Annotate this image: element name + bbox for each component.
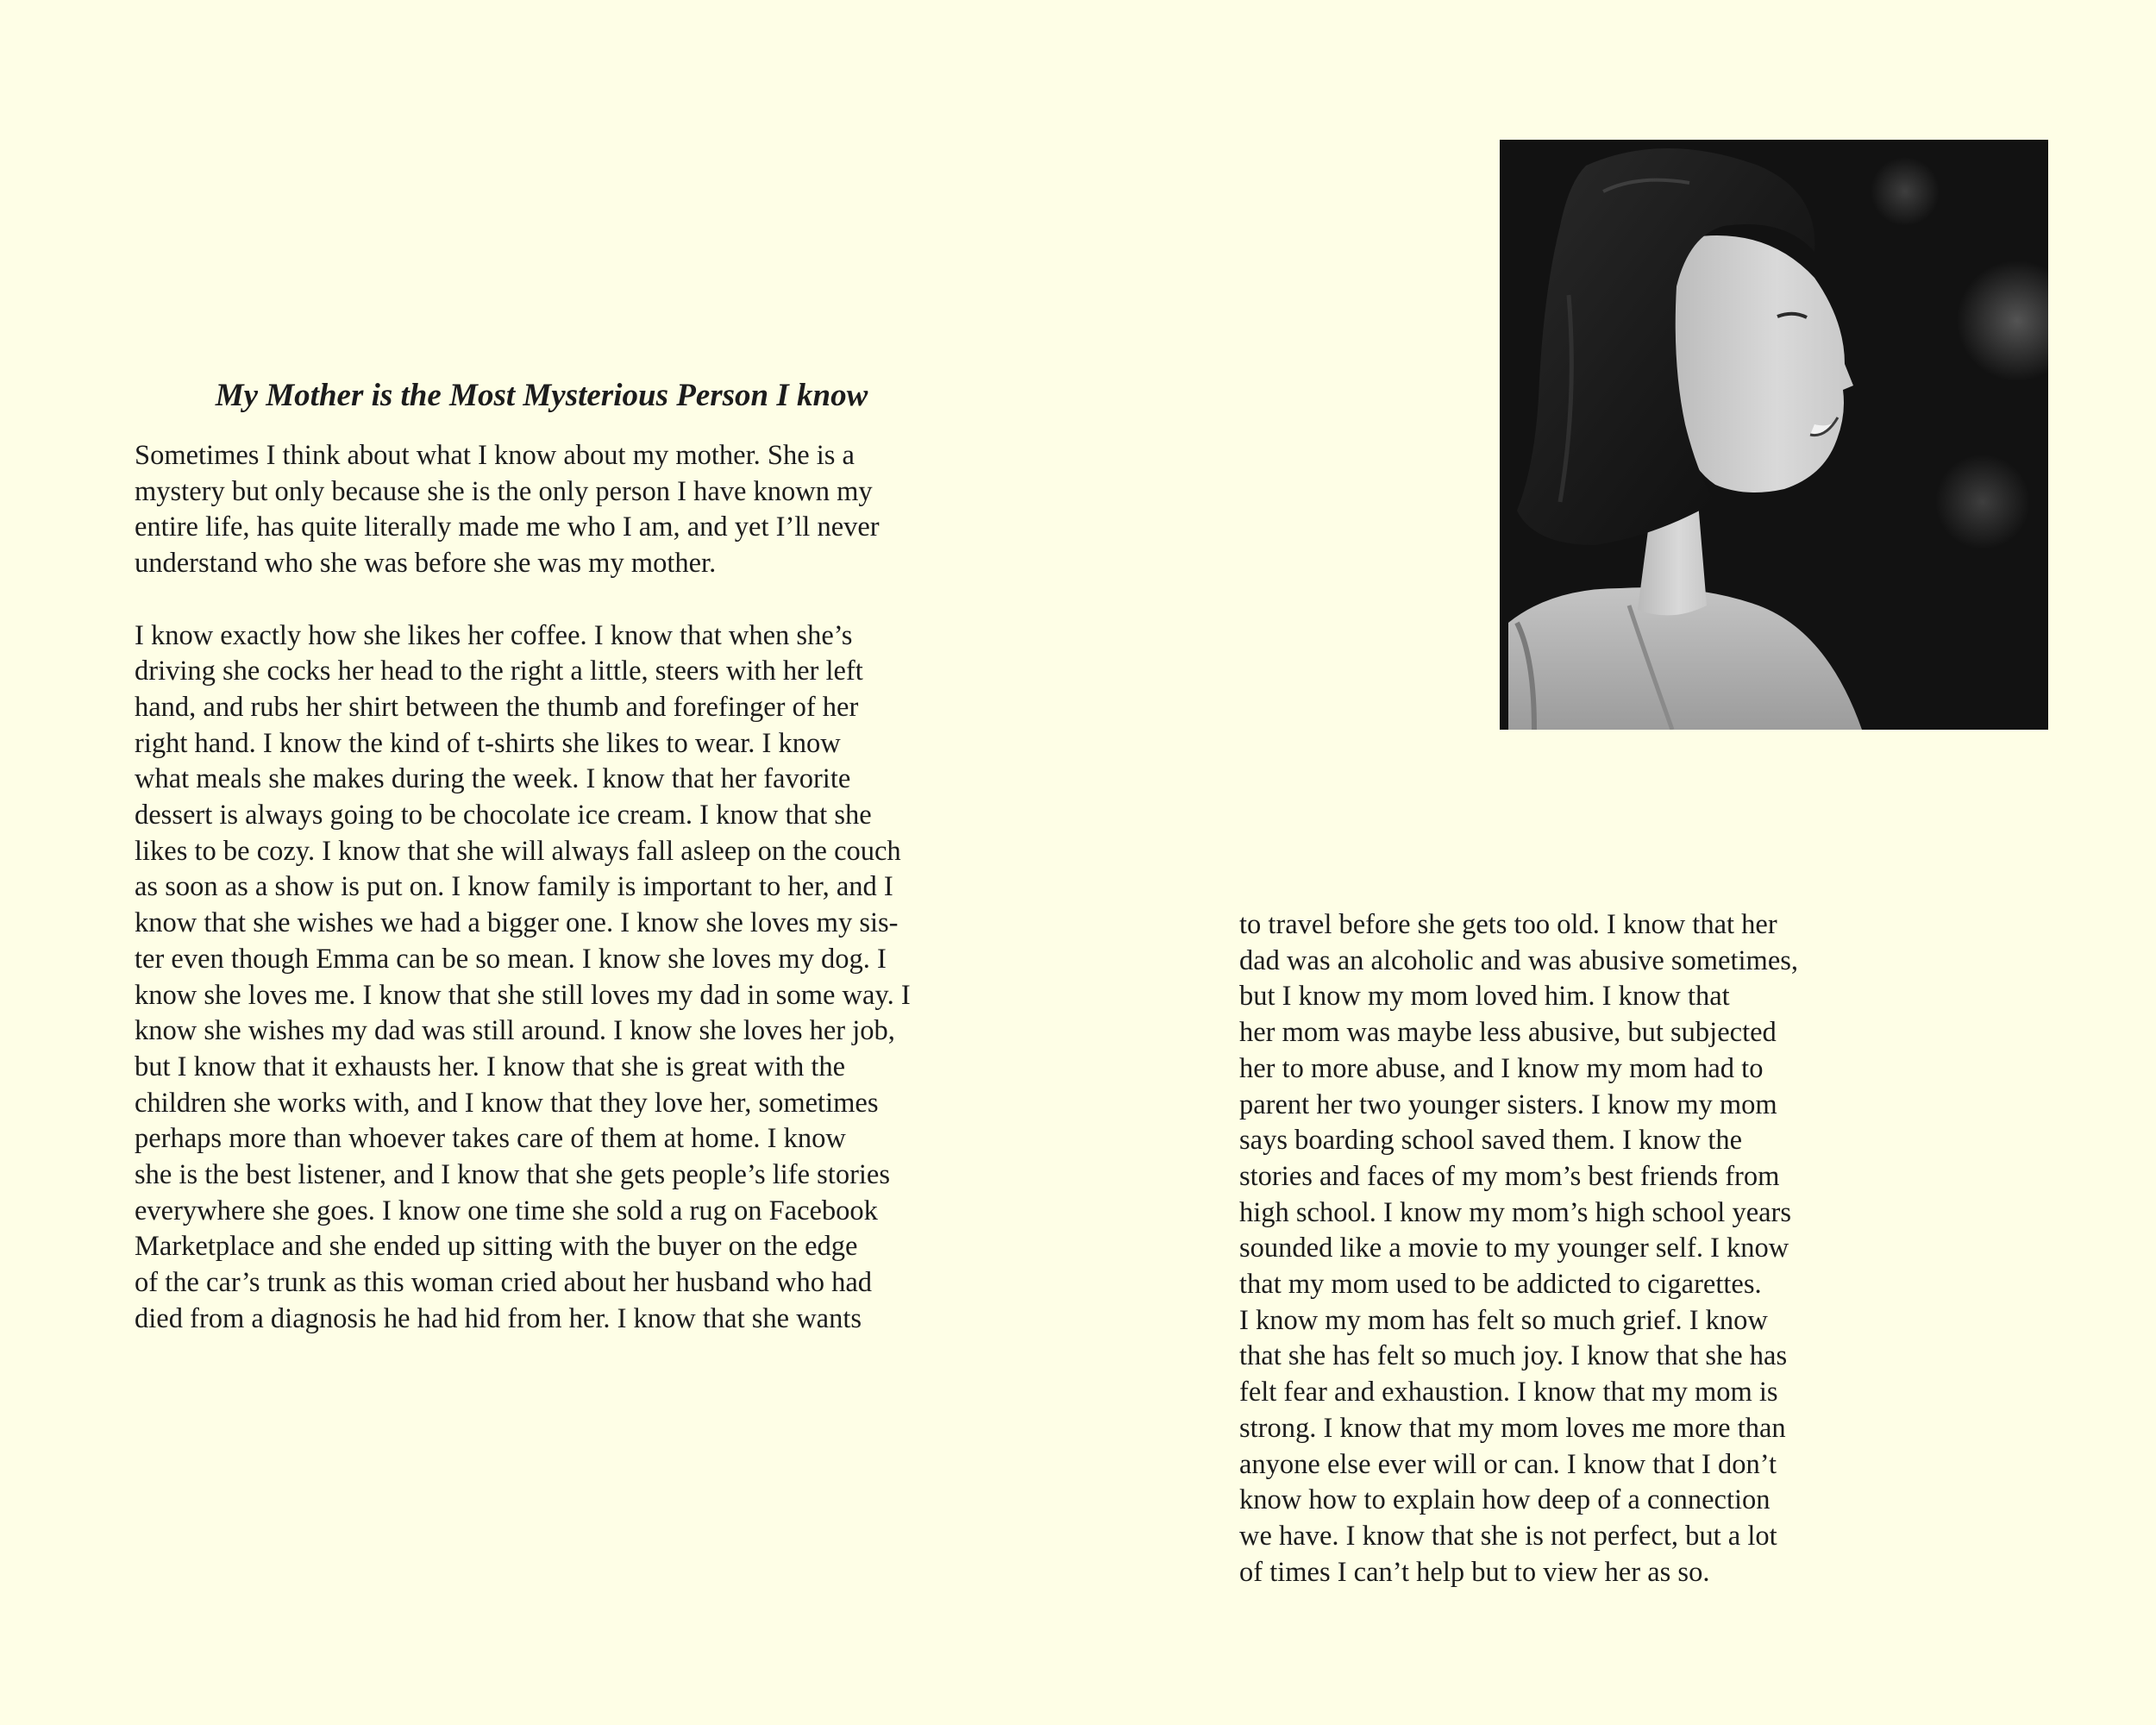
text-line: I know exactly how she likes her coffee. I know that when she’s bbox=[135, 619, 853, 651]
text-line: but I know my mom loved him. I know that bbox=[1239, 981, 1730, 1013]
text-line: dad was an alcoholic and was abusive sometimes, bbox=[1239, 944, 1799, 976]
right-column-text bbox=[1239, 907, 1843, 1590]
paragraph-1 bbox=[135, 438, 945, 582]
text-line: entire life, has quite literally made me who I am, and yet I’ll never bbox=[135, 511, 880, 543]
text-line: says boarding school saved them. I know the bbox=[1239, 1125, 1743, 1157]
text-line: Marketplace and she ended up sitting with the buyer on the edge bbox=[135, 1231, 858, 1263]
paragraph-gap bbox=[135, 582, 945, 618]
text-line: know she wishes my dad was still around. I know she loves her job, bbox=[135, 1015, 895, 1047]
text-line: know how to explain how deep of a connection bbox=[1239, 1484, 1771, 1516]
text-line: of times I can’t help but to view her as so. bbox=[1239, 1556, 1710, 1588]
text-line: high school. I know my mom’s high school years bbox=[1239, 1196, 1792, 1228]
portrait-photo-image bbox=[1500, 140, 2048, 730]
text-line: her to more abuse, and I know my mom had to bbox=[1239, 1052, 1764, 1084]
essay-title: My Mother is the Most Mysterious Person I know bbox=[215, 378, 868, 413]
text-line: sounded like a movie to my younger self. I know bbox=[1239, 1233, 1789, 1264]
text-line: Sometimes I think about what I know about my mother. She is a bbox=[135, 440, 855, 471]
text-line: dessert is always going to be chocolate ice cream. I know that she bbox=[135, 800, 872, 831]
text-line: anyone else ever will or can. I know that I don’t bbox=[1239, 1448, 1777, 1480]
text-line: of the car’s trunk as this woman cried about her husband who had bbox=[135, 1267, 873, 1299]
paragraph-2-right bbox=[1239, 907, 1843, 1590]
portrait-photo bbox=[1500, 140, 2048, 730]
text-line: right hand. I know the kind of t-shirts she likes to wear. I know bbox=[135, 727, 841, 759]
text-line: her mom was maybe less abusive, but subjected bbox=[1239, 1017, 1777, 1049]
text-line: parent her two younger sisters. I know my mom bbox=[1239, 1088, 1777, 1120]
text-line: strong. I know that my mom loves me more than bbox=[1239, 1412, 1786, 1444]
text-line: likes to be cozy. I know that she will always fall asleep on the couch bbox=[135, 835, 901, 867]
text-line: we have. I know that she is not perfect, but a lot bbox=[1239, 1520, 1777, 1552]
text-line: driving she cocks her head to the right a little, steers with her left bbox=[135, 656, 863, 687]
text-line: perhaps more than whoever takes care of them at home. I know bbox=[135, 1123, 846, 1155]
text-line: stories and faces of my mom’s best friends from bbox=[1239, 1160, 1780, 1192]
text-line: that she has felt so much joy. I know that she has bbox=[1239, 1340, 1788, 1372]
text-line: what meals she makes during the week. I know that her favorite bbox=[135, 763, 851, 795]
text-line: I know my mom has felt so much grief. I know bbox=[1239, 1304, 1768, 1336]
text-line: but I know that it exhausts her. I know that she is great with the bbox=[135, 1051, 846, 1082]
text-line: hand, and rubs her shirt between the thumb and forefinger of her bbox=[135, 691, 859, 723]
text-line: know that she wishes we had a bigger one. I know she loves my sis- bbox=[135, 907, 899, 939]
text-line: died from a diagnosis he had hid from her. I know that she wants bbox=[135, 1302, 862, 1334]
text-line: as soon as a show is put on. I know family is important to her, and I bbox=[135, 871, 893, 903]
text-line: children she works with, and I know that they love her, sometimes bbox=[135, 1087, 879, 1119]
text-line: felt fear and exhaustion. I know that my mom is bbox=[1239, 1377, 1778, 1408]
text-line: ter even though Emma can be so mean. I know she loves my dog. I bbox=[135, 943, 887, 975]
text-line: everywhere she goes. I know one time she sold a rug on Facebook bbox=[135, 1195, 878, 1226]
left-column-text bbox=[135, 438, 945, 1338]
text-line: know she loves me. I know that she still loves my dad in some way. I bbox=[135, 979, 911, 1011]
paragraph-2-left bbox=[135, 618, 945, 1338]
text-line: mystery but only because she is the only person I have known my bbox=[135, 475, 873, 507]
text-line: she is the best listener, and I know that she gets people’s life stories bbox=[135, 1159, 891, 1191]
text-line: that my mom used to be addicted to cigarettes. bbox=[1239, 1269, 1762, 1301]
text-line: understand who she was before she was my mother. bbox=[135, 548, 717, 580]
text-line: to travel before she gets too old. I know that her bbox=[1239, 909, 1777, 940]
